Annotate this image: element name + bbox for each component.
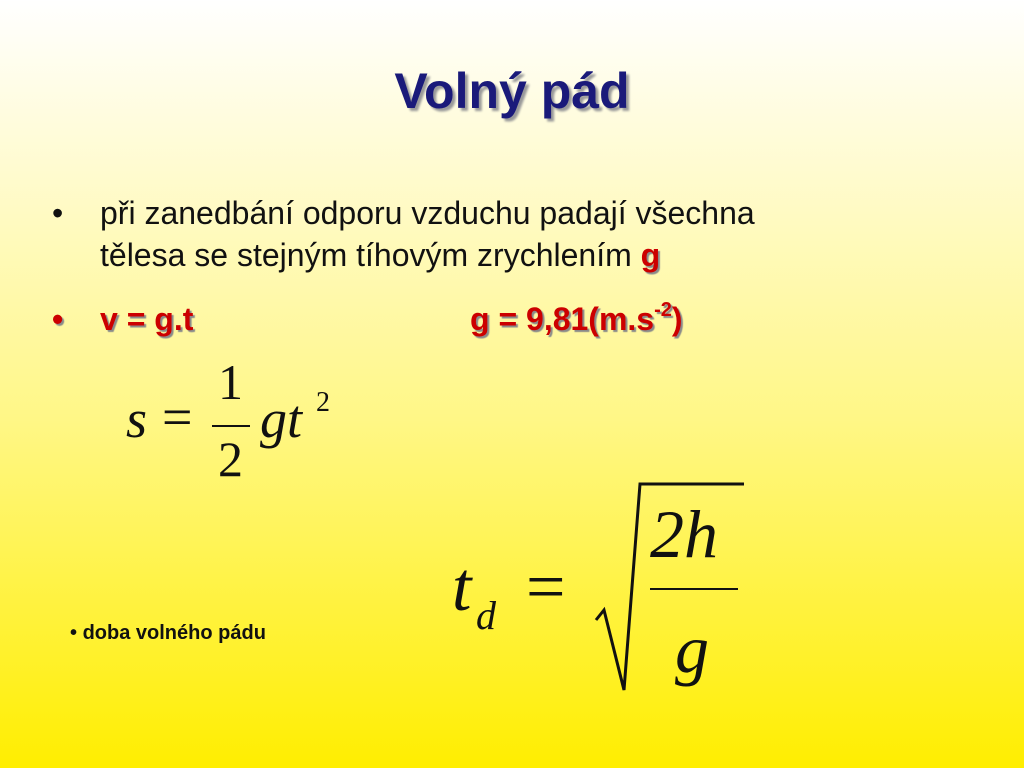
fall-time-denominator: g: [675, 611, 709, 687]
distance-gt: gt: [260, 389, 303, 449]
distance-exponent: 2: [316, 387, 330, 418]
fall-time-equals: =: [526, 549, 566, 626]
note-text: doba volného pádu: [82, 622, 266, 644]
gravity-value: [470, 298, 683, 340]
bullet-marker: •: [52, 301, 64, 337]
highlight-g: g: [640, 237, 661, 273]
bullet-text: [100, 192, 980, 276]
fall-time-fraction-bar: [650, 588, 738, 590]
fall-time-subscript: d: [476, 593, 496, 638]
velocity-formula: v = g.t: [100, 301, 194, 337]
note-marker: •: [70, 622, 78, 644]
distance-fraction-numerator: 1: [218, 354, 243, 410]
gravity-value-text: g = 9,81(m.s: [470, 301, 655, 337]
distance-lhs: s: [126, 389, 148, 449]
gravity-exponent: -2: [654, 299, 672, 321]
distance-equals: =: [162, 387, 193, 447]
fall-time-lhs: t: [452, 549, 472, 626]
bullet-text-line2: tělesa se stejným tíhovým zrychlením: [100, 237, 632, 273]
bullet-text-line1: při zanedbání odporu vzduchu padají všechna: [100, 195, 755, 231]
slide-title: Volný pád: [394, 63, 630, 119]
fall-time-numerator: 2h: [650, 496, 718, 572]
gravity-close-paren: ): [671, 301, 683, 337]
fall-time-note: [70, 622, 266, 645]
distance-fraction-bar: [212, 425, 250, 427]
bullet-marker: •: [52, 195, 64, 231]
distance-fraction-denominator: 2: [218, 431, 243, 487]
